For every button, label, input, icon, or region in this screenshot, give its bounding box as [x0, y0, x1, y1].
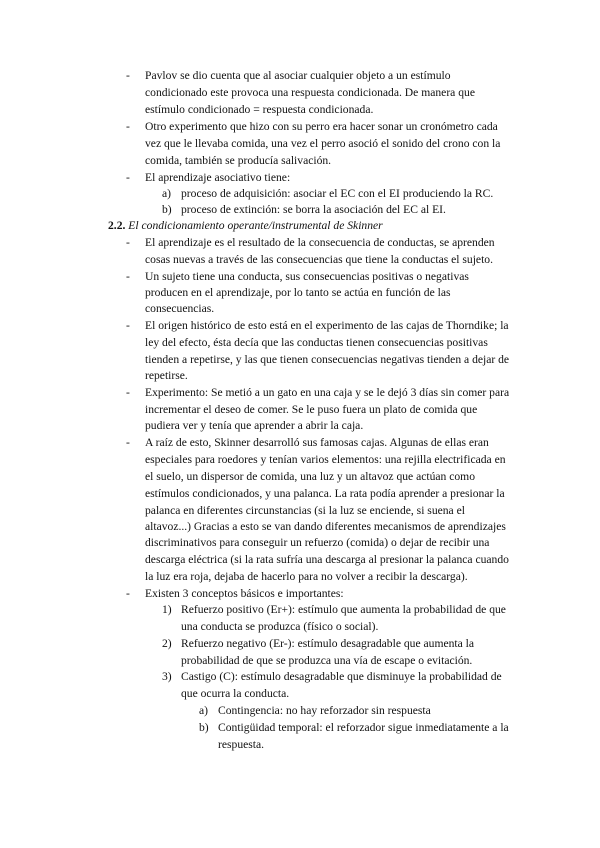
- bullet-marker: -: [126, 171, 130, 184]
- text-line: discriminativos para conseguir un refuerzo (comida) o dejar de recibir una: [145, 536, 490, 549]
- text-line: proceso de extinción: se borra la asociación del EC al EI.: [181, 203, 446, 216]
- text-line: estímulos condicionados, y una palanca. La rata podía aprender a presionar la: [145, 487, 505, 500]
- list-marker: a): [162, 187, 172, 200]
- text-line: Refuerzo positivo (Er+): estímulo que aumenta la probabilidad de que: [181, 603, 506, 616]
- text-line: A raíz de esto, Skinner desarrolló sus famosas cajas. Algunas de ellas eran: [145, 436, 489, 449]
- bullet-marker: -: [126, 236, 130, 249]
- text-line: ley del efecto, ésta decía que las conductas tienen consecuencias positivas: [145, 336, 488, 349]
- text-line: repetirse.: [145, 369, 188, 382]
- bullet-marker: -: [126, 386, 130, 399]
- section-title: El condicionamiento operante/instrumental de Skinner: [128, 219, 383, 232]
- text-line: el suelo, un dispersor de comida, una luz y un altavoz que actúan como: [145, 470, 475, 483]
- bullet-marker: -: [126, 69, 130, 82]
- bullet-marker: -: [126, 120, 130, 133]
- text-line: especiales para roedores y tenían varios elementos: una rejilla electrificada en: [145, 453, 506, 466]
- text-line: proceso de adquisición: asociar el EC con el EI produciendo la RC.: [181, 187, 494, 200]
- text-line: estímulo condicionado = respuesta condicionada.: [145, 103, 374, 116]
- list-marker: 2): [162, 637, 172, 650]
- text-line: El aprendizaje es el resultado de la consecuencia de conductas, se aprenden: [145, 236, 495, 249]
- section-heading: [108, 218, 383, 234]
- text-line: altavoz...) Gracias a esto se van dando diferentes mecanismos de aprendizajes: [145, 520, 506, 533]
- text-line: vez que le llevaba comida, una vez el perro asoció el sonido del crono con la: [145, 137, 501, 150]
- bullet-marker: -: [126, 587, 130, 600]
- list-marker: 3): [162, 670, 172, 683]
- list-marker: b): [162, 203, 172, 216]
- text-line: que ocurra la conducta.: [181, 687, 290, 700]
- text-line: incrementar el deseo de comer. Se le puso fuera un plato de comida que: [145, 403, 478, 416]
- list-marker: a): [199, 704, 209, 717]
- text-line: una conducta se produzca (físico o social).: [181, 620, 379, 633]
- text-line: cosas nuevas a través de las consecuencias que tiene la conductas el sujeto.: [145, 253, 493, 266]
- text-line: pudiera ver y tenía que aprender a abrir la caja.: [145, 419, 364, 432]
- text-line: Experimento: Se metió a un gato en una caja y se le dejó 3 días sin comer para: [145, 386, 510, 399]
- bullet-marker: -: [126, 270, 130, 283]
- text-line: probabilidad de que se produzca una vía de escape o evitación.: [181, 654, 473, 667]
- text-line: Existen 3 conceptos básicos e importantes:: [145, 587, 344, 600]
- list-marker: b): [199, 721, 209, 734]
- bullet-marker: -: [126, 319, 130, 332]
- text-line: El origen histórico de esto está en el experimento de las cajas de Thorndike; la: [145, 319, 509, 332]
- list-marker: 1): [162, 603, 172, 616]
- text-line: Contigüidad temporal: el reforzador sigue inmediatamente a la: [218, 721, 509, 734]
- text-line: consecuencias.: [145, 302, 215, 315]
- text-line: Castigo (C): estímulo desagradable que disminuye la probabilidad de: [181, 670, 502, 683]
- text-line: respuesta.: [218, 738, 265, 751]
- text-line: la luz era roja, dejaba de hacerlo para no volver a recibir la descarga).: [145, 570, 468, 583]
- text-line: Refuerzo negativo (Er-): estímulo desagradable que aumenta la: [181, 637, 475, 650]
- text-line: Pavlov se dio cuenta que al asociar cualquier objeto a un estímulo: [145, 69, 451, 82]
- text-line: comida, también se producía salivación.: [145, 154, 332, 167]
- text-line: El aprendizaje asociativo tiene:: [145, 171, 291, 184]
- bullet-marker: -: [126, 436, 130, 449]
- text-line: Un sujeto tiene una conducta, sus consecuencias positivas o negativas: [145, 270, 469, 283]
- text-line: Contingencia: no hay reforzador sin respuesta: [218, 704, 431, 717]
- text-line: producen en el aprendizaje, por lo tanto se actúa en función de las: [145, 286, 451, 299]
- text-line: condicionado este provoca una respuesta condicionada. De manera que: [145, 86, 475, 99]
- text-line: tienden a repetirse, y las que tienen consecuencias negativas tienden a dejar de: [145, 353, 510, 366]
- section-number: 2.2.: [108, 219, 126, 232]
- text-line: palanca en diferentes circunstancias (si la luz se enciende, si suena el: [145, 504, 465, 517]
- text-line: Otro experimento que hizo con su perro era hacer sonar un cronómetro cada: [145, 120, 498, 133]
- text-line: descarga eléctrica (si la rata sufría una descarga al presionar la palanca cuando: [145, 553, 509, 566]
